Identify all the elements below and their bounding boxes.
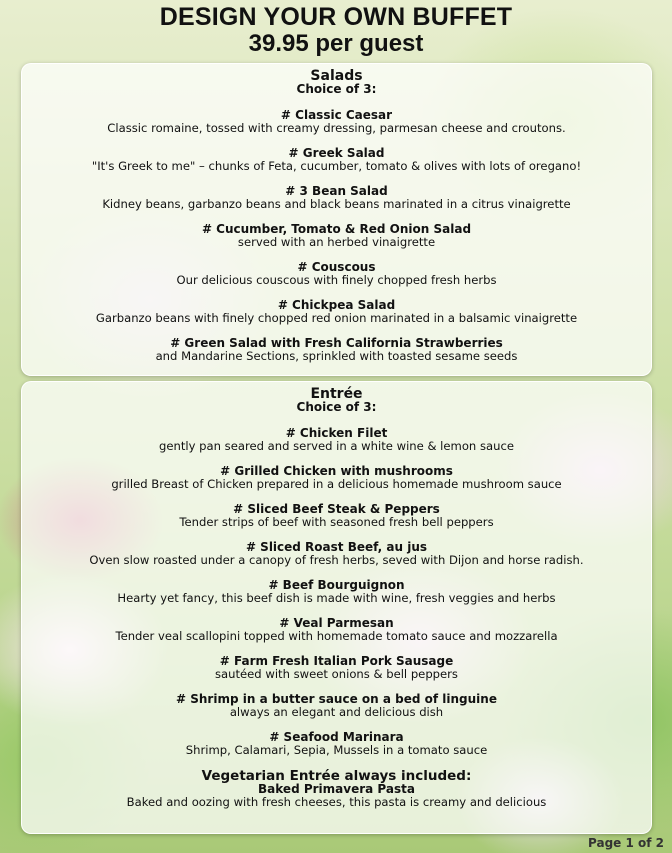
salad-item xyxy=(22,185,651,211)
entree-item-desc: Shrimp, Calamari, Sepia, Mussels in a tomato sauce xyxy=(185,743,488,757)
entree-item-desc: always an elegant and delicious dish xyxy=(229,705,444,719)
menu-header xyxy=(0,4,672,56)
salads-title: Salads xyxy=(310,68,363,84)
salad-item-name: # Green Salad with Fresh California Strawberries xyxy=(170,336,503,350)
vegetarian-title: Vegetarian Entrée always included: xyxy=(201,768,472,784)
salad-item-desc: and Mandarine Sections, sprinkled with toasted sesame seeds xyxy=(155,349,518,363)
page-number: Page 1 of 2 xyxy=(588,836,664,850)
entree-item-name: # Chicken Filet xyxy=(285,426,388,440)
entree-item xyxy=(22,427,651,453)
entree-item xyxy=(22,731,651,757)
entree-item-name: # Beef Bourguignon xyxy=(268,578,405,592)
entree-item-name: # Grilled Chicken with mushrooms xyxy=(220,464,453,478)
salad-item-name: # Couscous xyxy=(297,260,376,274)
salads-choice-note: Choice of 3: xyxy=(296,82,377,96)
salad-item-name: # Greek Salad xyxy=(288,146,385,160)
salad-item xyxy=(22,109,651,135)
entree-item-desc: grilled Breast of Chicken prepared in a delicious homemade mushroom sauce xyxy=(111,477,562,491)
entree-item-desc: Tender strips of beef with seasoned fresh bell peppers xyxy=(179,515,494,529)
salad-item-desc: Kidney beans, garbanzo beans and black beans marinated in a citrus vinaigrette xyxy=(102,197,571,211)
salad-item-desc: Our delicious couscous with finely chopped fresh herbs xyxy=(176,273,497,287)
salad-item-desc: Garbanzo beans with finely chopped red onion marinated in a balsamic vinaigrette xyxy=(95,311,578,325)
entree-title: Entrée xyxy=(310,386,363,402)
vegetarian-entree xyxy=(22,769,651,809)
entree-item-name: # Seafood Marinara xyxy=(269,730,404,744)
entree-item xyxy=(22,503,651,529)
entree-choice-note: Choice of 3: xyxy=(296,400,377,414)
entree-item-desc: sautéed with sweet onions & bell peppers xyxy=(215,667,458,681)
salad-item-name: # Chickpea Salad xyxy=(277,298,396,312)
salad-item-desc: "It's Greek to me" – chunks of Feta, cucumber, tomato & olives with lots of oregano! xyxy=(91,159,582,173)
entree-item xyxy=(22,655,651,681)
entree-item-desc: Hearty yet fancy, this beef dish is made with wine, fresh veggies and herbs xyxy=(117,591,556,605)
price-per-guest: 39.95 per guest xyxy=(248,30,424,57)
entree-item-desc: Oven slow roasted under a canopy of fresh herbs, seved with Dijon and horse radish. xyxy=(89,553,584,567)
entree-panel xyxy=(21,381,652,834)
salad-item xyxy=(22,223,651,249)
entree-item xyxy=(22,617,651,643)
salad-item xyxy=(22,337,651,363)
salad-item-desc: served with an herbed vinaigrette xyxy=(237,235,436,249)
salad-item-desc: Classic romaine, tossed with creamy dressing, parmesan cheese and croutons. xyxy=(107,121,566,135)
salad-item xyxy=(22,261,651,287)
entree-item xyxy=(22,579,651,605)
entree-item xyxy=(22,541,651,567)
entree-item-name: # Sliced Beef Steak & Peppers xyxy=(233,502,440,516)
entree-item-name: # Shrimp in a butter sauce on a bed of linguine xyxy=(176,692,497,706)
entree-item-desc: Tender veal scallopini topped with homemade tomato sauce and mozzarella xyxy=(115,629,558,643)
entree-item-name: # Veal Parmesan xyxy=(279,616,394,630)
salads-panel xyxy=(21,63,652,376)
vegetarian-item-desc: Baked and oozing with fresh cheeses, this pasta is creamy and delicious xyxy=(126,795,547,809)
salad-item-name: # Cucumber, Tomato & Red Onion Salad xyxy=(201,222,472,236)
salad-item-name: # Classic Caesar xyxy=(280,108,393,122)
entree-item-name: # Sliced Roast Beef, au jus xyxy=(245,540,428,554)
vegetarian-item-name: Baked Primavera Pasta xyxy=(258,782,415,796)
page-title: DESIGN YOUR OWN BUFFET xyxy=(159,3,513,31)
entree-item-name: # Farm Fresh Italian Pork Sausage xyxy=(219,654,454,668)
entree-item xyxy=(22,465,651,491)
salad-item xyxy=(22,299,651,325)
entree-item-desc: gently pan seared and served in a white wine & lemon sauce xyxy=(159,439,514,453)
salad-item-name: # 3 Bean Salad xyxy=(285,184,388,198)
entree-item xyxy=(22,693,651,719)
salad-item xyxy=(22,147,651,173)
